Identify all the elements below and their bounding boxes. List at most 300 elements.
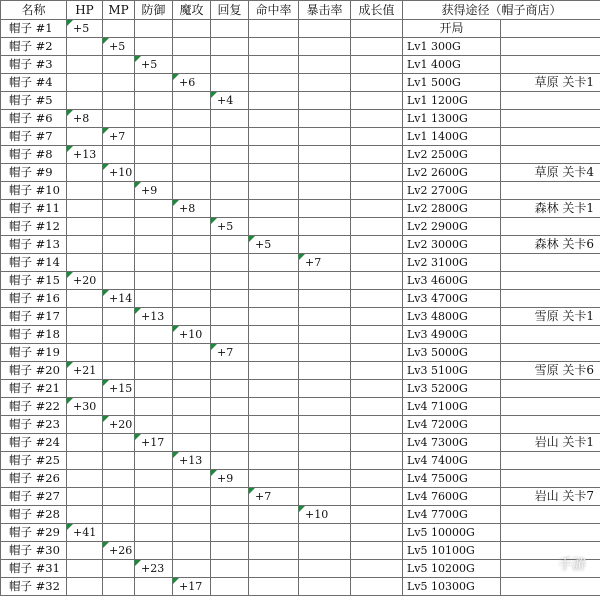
hat-name: 帽子 #26 [1,470,67,488]
empty-cell [135,578,173,596]
empty-cell [103,578,135,596]
unlock-stage [501,254,600,272]
empty-cell [351,56,403,74]
empty-cell [351,524,403,542]
table-row [1,362,600,380]
empty-cell [67,506,103,524]
stat-bonus: +17 [135,434,173,452]
hat-name: 帽子 #32 [1,578,67,596]
empty-cell [249,92,299,110]
shop-price: Lv5 10300G [403,578,501,596]
empty-cell [103,218,135,236]
empty-cell [173,272,211,290]
col-header-magic-attack: 魔攻 [173,1,211,20]
hat-name: 帽子 #8 [1,146,67,164]
hat-name: 帽子 #19 [1,344,67,362]
empty-cell [299,308,351,326]
unlock-stage [501,20,600,38]
unlock-stage: 雪原 关卡1 [501,308,600,326]
shop-price: Lv1 1300G [403,110,501,128]
hat-name: 帽子 #11 [1,200,67,218]
empty-cell [67,290,103,308]
empty-cell [249,200,299,218]
hat-name: 帽子 #23 [1,416,67,434]
empty-cell [67,182,103,200]
empty-cell [249,110,299,128]
hat-name: 帽子 #10 [1,182,67,200]
empty-cell [173,164,211,182]
unlock-stage: 草原 关卡1 [501,74,600,92]
shop-price: Lv3 4800G [403,308,501,326]
stat-bonus: +23 [135,560,173,578]
empty-cell [135,542,173,560]
shop-price: Lv1 400G [403,56,501,74]
stat-bonus: +8 [67,110,103,128]
empty-cell [103,308,135,326]
empty-cell [351,164,403,182]
empty-cell [173,20,211,38]
table-row [1,578,600,596]
empty-cell [173,362,211,380]
hat-name: 帽子 #22 [1,398,67,416]
empty-cell [135,524,173,542]
empty-cell [351,20,403,38]
stat-bonus: +13 [67,146,103,164]
empty-cell [173,92,211,110]
empty-cell [211,578,249,596]
empty-cell [173,344,211,362]
empty-cell [299,524,351,542]
stat-bonus: +8 [173,200,211,218]
empty-cell [67,128,103,146]
empty-cell [299,218,351,236]
empty-cell [67,470,103,488]
table-row [1,236,600,254]
table-row [1,164,600,182]
empty-cell [135,488,173,506]
empty-cell [351,308,403,326]
unlock-stage [501,92,600,110]
hat-name: 帽子 #13 [1,236,67,254]
empty-cell [351,434,403,452]
empty-cell [351,110,403,128]
unlock-stage [501,380,600,398]
unlock-stage [501,272,600,290]
empty-cell [351,452,403,470]
empty-cell [135,290,173,308]
empty-cell [211,254,249,272]
hat-name: 帽子 #30 [1,542,67,560]
empty-cell [299,362,351,380]
empty-cell [67,74,103,92]
empty-cell [67,218,103,236]
hat-name: 帽子 #2 [1,38,67,56]
shop-price: Lv5 10100G [403,542,501,560]
stat-bonus: +21 [67,362,103,380]
empty-cell [351,506,403,524]
unlock-stage [501,110,600,128]
empty-cell [249,272,299,290]
empty-cell [173,524,211,542]
empty-cell [299,578,351,596]
unlock-stage [501,416,600,434]
col-header-crit-rate: 暴击率 [299,1,351,20]
shop-price: Lv2 2500G [403,146,501,164]
empty-cell [249,452,299,470]
empty-cell [211,308,249,326]
empty-cell [103,92,135,110]
empty-cell [299,110,351,128]
empty-cell [173,308,211,326]
hat-name: 帽子 #15 [1,272,67,290]
empty-cell [103,110,135,128]
empty-cell [351,92,403,110]
empty-cell [67,452,103,470]
empty-cell [173,416,211,434]
stat-bonus: +15 [103,380,135,398]
empty-cell [103,20,135,38]
empty-cell [351,488,403,506]
empty-cell [351,560,403,578]
hat-name: 帽子 #18 [1,326,67,344]
col-header-recovery: 回复 [211,1,249,20]
hat-name: 帽子 #9 [1,164,67,182]
empty-cell [103,182,135,200]
empty-cell [67,326,103,344]
empty-cell [67,560,103,578]
empty-cell [211,128,249,146]
stat-bonus: +20 [103,416,135,434]
stat-bonus: +5 [249,236,299,254]
empty-cell [249,218,299,236]
hat-name: 帽子 #4 [1,74,67,92]
empty-cell [299,38,351,56]
empty-cell [351,398,403,416]
empty-cell [211,362,249,380]
empty-cell [103,272,135,290]
empty-cell [299,434,351,452]
unlock-stage [501,578,600,596]
hat-name: 帽子 #1 [1,20,67,38]
empty-cell [135,272,173,290]
unlock-stage: 岩山 关卡1 [501,434,600,452]
table-row [1,38,600,56]
empty-cell [67,488,103,506]
watermark-logo: 手游 [558,557,586,573]
empty-cell [351,272,403,290]
shop-price: Lv1 500G [403,74,501,92]
stat-bonus: +13 [135,308,173,326]
empty-cell [135,164,173,182]
empty-cell [135,128,173,146]
empty-cell [351,182,403,200]
shop-price: Lv2 2800G [403,200,501,218]
shop-price: Lv3 4700G [403,290,501,308]
empty-cell [135,506,173,524]
empty-cell [249,56,299,74]
empty-cell [299,182,351,200]
table-row [1,290,600,308]
empty-cell [135,74,173,92]
empty-cell [351,38,403,56]
col-header-source: 获得途径（帽子商店） [403,1,600,20]
table-row [1,398,600,416]
stat-bonus: +30 [67,398,103,416]
empty-cell [351,542,403,560]
col-header-mp: MP [103,1,135,20]
empty-cell [299,470,351,488]
table-row [1,182,600,200]
unlock-stage [501,290,600,308]
empty-cell [249,164,299,182]
col-header-growth: 成长值 [351,1,403,20]
empty-cell [249,290,299,308]
stat-bonus: +20 [67,272,103,290]
empty-cell [173,470,211,488]
empty-cell [135,398,173,416]
empty-cell [249,182,299,200]
empty-cell [67,38,103,56]
stat-bonus: +6 [173,74,211,92]
empty-cell [299,74,351,92]
empty-cell [103,74,135,92]
table-row [1,344,600,362]
table-row [1,416,600,434]
empty-cell [135,380,173,398]
table-row [1,128,600,146]
stat-bonus: +5 [211,218,249,236]
empty-cell [135,416,173,434]
stat-bonus: +7 [299,254,351,272]
stat-bonus: +5 [67,20,103,38]
empty-cell [249,380,299,398]
shop-price: Lv5 10200G [403,560,501,578]
shop-price: Lv1 1400G [403,128,501,146]
empty-cell [103,146,135,164]
stat-bonus: +9 [211,470,249,488]
empty-cell [103,560,135,578]
empty-cell [249,38,299,56]
unlock-stage [501,506,600,524]
hat-name: 帽子 #5 [1,92,67,110]
empty-cell [249,434,299,452]
empty-cell [249,560,299,578]
table-row [1,92,600,110]
stat-bonus: +7 [103,128,135,146]
unlock-stage: 森林 关卡1 [501,200,600,218]
empty-cell [67,542,103,560]
empty-cell [351,128,403,146]
empty-cell [135,218,173,236]
empty-cell [135,200,173,218]
empty-cell [249,146,299,164]
table-row [1,56,600,74]
empty-cell [211,38,249,56]
empty-cell [211,542,249,560]
stat-bonus: +4 [211,92,249,110]
hat-name: 帽子 #7 [1,128,67,146]
empty-cell [299,380,351,398]
unlock-stage: 森林 关卡6 [501,236,600,254]
empty-cell [135,344,173,362]
stat-bonus: +7 [249,488,299,506]
unlock-stage [501,344,600,362]
empty-cell [299,236,351,254]
empty-cell [351,470,403,488]
col-header-hp: HP [67,1,103,20]
unlock-stage [501,326,600,344]
empty-cell [211,524,249,542]
empty-cell [173,182,211,200]
table-row [1,200,600,218]
unlock-stage [501,38,600,56]
hat-name: 帽子 #21 [1,380,67,398]
empty-cell [173,110,211,128]
shop-price: Lv2 2900G [403,218,501,236]
table-row [1,308,600,326]
col-header-name: 名称 [1,1,67,20]
hat-name: 帽子 #24 [1,434,67,452]
hat-name: 帽子 #14 [1,254,67,272]
empty-cell [351,416,403,434]
empty-cell [211,110,249,128]
empty-cell [103,200,135,218]
empty-cell [173,128,211,146]
empty-cell [299,398,351,416]
empty-cell [211,290,249,308]
empty-cell [211,416,249,434]
empty-cell [211,164,249,182]
empty-cell [249,74,299,92]
empty-cell [173,56,211,74]
shop-price: Lv3 5000G [403,344,501,362]
shop-price: Lv4 7700G [403,506,501,524]
empty-cell [299,344,351,362]
table-row [1,452,600,470]
empty-cell [351,236,403,254]
empty-cell [249,506,299,524]
empty-cell [211,182,249,200]
unlock-stage [501,452,600,470]
empty-cell [351,218,403,236]
empty-cell [103,326,135,344]
table-row [1,524,600,542]
table-row [1,254,600,272]
shop-price: Lv2 2600G [403,164,501,182]
stat-bonus: +10 [173,326,211,344]
empty-cell [211,20,249,38]
empty-cell [249,416,299,434]
empty-cell [173,560,211,578]
shop-price: Lv3 5200G [403,380,501,398]
empty-cell [173,38,211,56]
empty-cell [67,344,103,362]
shop-price: 开局 [403,20,501,38]
empty-cell [103,506,135,524]
shop-price: Lv4 7500G [403,470,501,488]
hat-name: 帽子 #6 [1,110,67,128]
empty-cell [249,20,299,38]
shop-price: Lv5 10000G [403,524,501,542]
empty-cell [211,488,249,506]
empty-cell [67,380,103,398]
empty-cell [351,74,403,92]
empty-cell [351,344,403,362]
empty-cell [211,326,249,344]
empty-cell [173,218,211,236]
empty-cell [211,380,249,398]
empty-cell [351,200,403,218]
empty-cell [299,20,351,38]
empty-cell [299,290,351,308]
hat-name: 帽子 #31 [1,560,67,578]
empty-cell [135,110,173,128]
col-header-hit-rate: 命中率 [249,1,299,20]
empty-cell [211,236,249,254]
unlock-stage [501,146,600,164]
stat-bonus: +14 [103,290,135,308]
stat-bonus: +13 [173,452,211,470]
empty-cell [299,542,351,560]
empty-cell [211,146,249,164]
empty-cell [299,272,351,290]
shop-price: Lv4 7400G [403,452,501,470]
table-row [1,470,600,488]
empty-cell [67,434,103,452]
stat-bonus: +9 [135,182,173,200]
empty-cell [135,146,173,164]
table-row [1,20,600,38]
empty-cell [135,20,173,38]
empty-cell [351,146,403,164]
unlock-stage [501,56,600,74]
empty-cell [103,524,135,542]
empty-cell [211,272,249,290]
table-row [1,434,600,452]
empty-cell [299,164,351,182]
empty-cell [299,326,351,344]
empty-cell [67,236,103,254]
stat-bonus: +10 [299,506,351,524]
shop-price: Lv1 300G [403,38,501,56]
empty-cell [67,200,103,218]
empty-cell [135,326,173,344]
header-row [1,1,600,20]
shop-price: Lv4 7300G [403,434,501,452]
stat-bonus: +7 [211,344,249,362]
empty-cell [249,362,299,380]
unlock-stage: 岩山 关卡7 [501,488,600,506]
unlock-stage: 雪原 关卡6 [501,362,600,380]
empty-cell [299,416,351,434]
empty-cell [103,488,135,506]
table-row [1,326,600,344]
empty-cell [249,470,299,488]
shop-price: Lv2 2700G [403,182,501,200]
empty-cell [67,578,103,596]
empty-cell [135,470,173,488]
hat-name: 帽子 #27 [1,488,67,506]
empty-cell [67,164,103,182]
unlock-stage [501,470,600,488]
hat-name: 帽子 #12 [1,218,67,236]
empty-cell [351,326,403,344]
table-row [1,488,600,506]
empty-cell [173,380,211,398]
hat-name: 帽子 #20 [1,362,67,380]
empty-cell [173,398,211,416]
empty-cell [173,506,211,524]
